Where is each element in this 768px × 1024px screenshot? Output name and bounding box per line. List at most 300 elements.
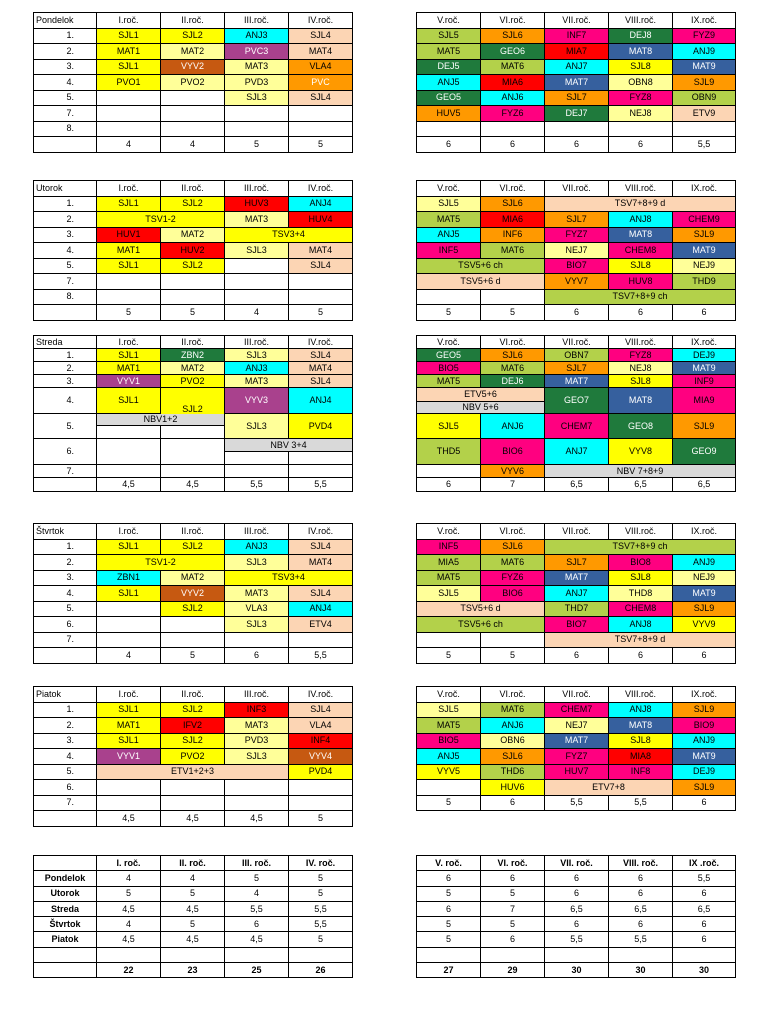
table-cell: 5 xyxy=(161,917,225,932)
empty-cell xyxy=(289,465,353,478)
lesson-cell: INF6 xyxy=(481,228,545,244)
lesson-cell: SJL7 xyxy=(545,555,609,571)
lesson-cell: DEJ9 xyxy=(673,349,736,362)
lesson-cell: MAT2 xyxy=(161,44,225,60)
lesson-cell: SJL5 xyxy=(417,703,481,719)
lesson-cell: ANJ7 xyxy=(545,439,609,465)
lesson-cell: SJL5 xyxy=(417,29,481,45)
table-cell: 4,5 xyxy=(161,902,225,917)
column-header: IV.roč. xyxy=(289,13,353,29)
lesson-cell: DEJ8 xyxy=(609,29,673,45)
lesson-cell: DEJ5 xyxy=(417,60,481,76)
table-cell: 6 xyxy=(481,871,545,886)
table-cell: 25 xyxy=(225,963,289,978)
lesson-cell: SJL4 xyxy=(289,259,353,275)
table-cell: 4 xyxy=(97,648,161,664)
table-cell: 6 xyxy=(481,932,545,947)
period-number: 5. xyxy=(34,765,97,781)
lesson-cell: SJL4 xyxy=(289,586,353,602)
lesson-cell-merged: NBV 3+4 xyxy=(225,439,353,452)
lesson-cell: ANJ6 xyxy=(481,718,545,734)
lesson-cell: CHEM7 xyxy=(545,414,609,439)
lesson-cell: FYZ8 xyxy=(609,349,673,362)
empty-cell xyxy=(161,780,225,796)
table-cell: 5 xyxy=(289,887,353,902)
lesson-cell: MIA7 xyxy=(545,44,609,60)
period-number: 1. xyxy=(34,540,97,556)
table-cell: 6 xyxy=(545,887,609,902)
lesson-cell: ANJ3 xyxy=(225,362,289,375)
column-header: II.roč. xyxy=(161,524,225,540)
lesson-cell: FYZ6 xyxy=(481,571,545,587)
period-number: 2. xyxy=(34,212,97,228)
period-number: 5. xyxy=(34,91,97,107)
lesson-cell: ANJ9 xyxy=(673,734,736,750)
empty-cell xyxy=(289,796,353,812)
empty-cell xyxy=(161,274,225,290)
column-header: II.roč. xyxy=(161,181,225,197)
lesson-cell: INF4 xyxy=(289,734,353,750)
empty-cell xyxy=(97,633,161,649)
column-header: I.roč. xyxy=(97,336,161,349)
thursday-classes-1-4 xyxy=(33,523,353,664)
empty-cell xyxy=(97,602,161,618)
column-header: III.roč. xyxy=(225,524,289,540)
monday-classes-5-9 xyxy=(416,12,736,153)
empty-cell xyxy=(161,290,225,306)
column-header: VII.roč. xyxy=(545,181,609,197)
lesson-cell: INF7 xyxy=(545,29,609,45)
column-header xyxy=(34,856,97,871)
table-cell: 6 xyxy=(673,648,736,664)
lesson-cell: MAT7 xyxy=(545,734,609,750)
column-header: Pondelok xyxy=(34,13,97,29)
monday-classes-1-4 xyxy=(33,12,353,153)
table-cell: 4 xyxy=(97,917,161,932)
lesson-cell: MAT2 xyxy=(161,571,225,587)
table-cell: 4,5 xyxy=(97,932,161,947)
lesson-cell: SJL9 xyxy=(673,780,736,796)
lesson-cell: NEJ9 xyxy=(673,571,736,587)
column-header: VII.roč. xyxy=(545,524,609,540)
table-cell: 6 xyxy=(609,305,673,321)
table-cell: 5,5 xyxy=(289,648,353,664)
empty-cell xyxy=(289,633,353,649)
lesson-cell: THD7 xyxy=(545,602,609,618)
lesson-cell: MAT1 xyxy=(97,243,161,259)
empty-cell xyxy=(417,465,481,478)
total-hours: 6,5 xyxy=(609,478,673,492)
column-header: VIII.roč. xyxy=(609,181,673,197)
lesson-cell-merged: NBV1+2 xyxy=(97,414,225,426)
table-cell: 6 xyxy=(673,796,736,812)
empty-cell xyxy=(34,305,97,321)
table-cell: 30 xyxy=(609,963,673,978)
lesson-cell: SJL9 xyxy=(673,602,736,618)
lesson-cell: VYV8 xyxy=(609,439,673,465)
lesson-cell: MIA6 xyxy=(481,212,545,228)
lesson-cell: CHEM9 xyxy=(673,212,736,228)
empty-cell xyxy=(97,780,161,796)
lesson-cell: PVO2 xyxy=(161,749,225,765)
lesson-cell: PVD3 xyxy=(225,734,289,750)
column-header: VIII.roč. xyxy=(609,336,673,349)
lesson-cell: NEJ7 xyxy=(545,718,609,734)
lesson-cell: SJL4 xyxy=(289,540,353,556)
empty-cell xyxy=(225,274,289,290)
lesson-cell: DEJ6 xyxy=(481,375,545,388)
lesson-cell: MIA8 xyxy=(609,749,673,765)
table-cell: 5,5 xyxy=(609,796,673,812)
table-cell: 4,5 xyxy=(161,932,225,947)
period-number: 1. xyxy=(34,29,97,45)
lesson-cell: MAT5 xyxy=(417,718,481,734)
empty-cell xyxy=(97,465,161,478)
empty-cell xyxy=(97,290,161,306)
table-cell: 5 xyxy=(289,932,353,947)
lesson-cell-merged: ETV7+8 xyxy=(545,780,673,796)
wednesday-classes-5-9 xyxy=(416,335,736,492)
table-cell: 6 xyxy=(417,871,481,886)
lesson-cell: VYV7 xyxy=(545,274,609,290)
lesson-cell: MIA5 xyxy=(417,555,481,571)
lesson-cell-merged: TSV1-2 xyxy=(97,555,225,571)
empty-cell xyxy=(289,780,353,796)
column-header: II. roč. xyxy=(161,856,225,871)
lesson-cell: MAT4 xyxy=(289,243,353,259)
lesson-cell: ANJ7 xyxy=(545,586,609,602)
empty-cell xyxy=(97,91,161,107)
table-cell: 5 xyxy=(481,887,545,902)
lesson-cell: PVO1 xyxy=(97,75,161,91)
column-header: VII.roč. xyxy=(545,336,609,349)
lesson-cell: CHEM8 xyxy=(609,243,673,259)
lesson-cell: ANJ9 xyxy=(673,44,736,60)
lesson-cell: SJL1 xyxy=(97,734,161,750)
lesson-cell: ANJ4 xyxy=(289,197,353,213)
lesson-cell: SJL4 xyxy=(289,91,353,107)
table-cell: 6 xyxy=(545,137,609,153)
lesson-cell: MAT1 xyxy=(97,44,161,60)
table-cell: Utorok xyxy=(34,887,97,902)
lesson-cell: SJL4 xyxy=(289,703,353,719)
lesson-cell: THD8 xyxy=(609,586,673,602)
lesson-cell: ANJ8 xyxy=(609,703,673,719)
lesson-cell: MAT4 xyxy=(289,555,353,571)
empty-cell xyxy=(289,274,353,290)
column-header: III.roč. xyxy=(225,687,289,703)
table-cell: 6 xyxy=(417,902,481,917)
column-header: V.roč. xyxy=(417,13,481,29)
lesson-cell: PVC3 xyxy=(225,44,289,60)
table-cell: 4,5 xyxy=(97,902,161,917)
column-header: IX.roč. xyxy=(673,336,736,349)
empty-cell xyxy=(481,948,545,963)
empty-cell xyxy=(34,478,97,492)
lesson-cell: FYZ8 xyxy=(609,91,673,107)
empty-cell xyxy=(225,948,289,963)
lesson-cell: SJL6 xyxy=(481,197,545,213)
lesson-cell-merged: TSV3+4 xyxy=(225,571,353,587)
table-cell: 4 xyxy=(161,871,225,886)
lesson-cell: MAT7 xyxy=(545,75,609,91)
lesson-cell: OBN6 xyxy=(481,734,545,750)
lesson-cell: SJL8 xyxy=(609,734,673,750)
lesson-cell: MAT3 xyxy=(225,586,289,602)
column-header: I.roč. xyxy=(97,13,161,29)
lesson-cell: PVC xyxy=(289,75,353,91)
empty-cell xyxy=(417,290,481,306)
total-hours: 6,5 xyxy=(673,478,736,492)
table-cell: 5 xyxy=(161,887,225,902)
empty-cell xyxy=(481,290,545,306)
period-number: 2. xyxy=(34,362,97,375)
lesson-cell: HUV1 xyxy=(97,228,161,244)
period-number: 5. xyxy=(34,259,97,275)
table-cell: 5,5 xyxy=(545,796,609,812)
lesson-cell: SJL2 xyxy=(161,703,225,719)
lesson-cell: OBN8 xyxy=(609,75,673,91)
table-cell: 4,5 xyxy=(97,811,161,827)
period-number: 7. xyxy=(34,633,97,649)
lesson-cell: MAT6 xyxy=(481,703,545,719)
lesson-cell-merged: NBV 7+8+9 xyxy=(545,465,736,478)
period-number: 1. xyxy=(34,197,97,213)
lesson-cell-merged: TSV3+4 xyxy=(225,228,353,244)
lesson-cell: ZBN2 xyxy=(161,349,225,362)
empty-cell xyxy=(481,633,545,649)
lesson-cell: VYV3 xyxy=(225,388,289,414)
empty-cell xyxy=(225,106,289,122)
lesson-cell: VYV2 xyxy=(161,586,225,602)
column-header: I.roč. xyxy=(97,687,161,703)
table-cell: 6 xyxy=(673,887,736,902)
table-cell: 6 xyxy=(225,648,289,664)
lesson-cell: ANJ9 xyxy=(673,555,736,571)
lesson-cell: ANJ7 xyxy=(545,60,609,76)
table-cell: 6 xyxy=(545,917,609,932)
empty-cell xyxy=(289,106,353,122)
table-cell: 5 xyxy=(289,305,353,321)
lesson-cell: GEO5 xyxy=(417,91,481,107)
lesson-cell: SJL1 xyxy=(97,349,161,362)
table-cell: 6 xyxy=(673,917,736,932)
lesson-cell: SJL3 xyxy=(225,617,289,633)
table-cell: 5,5 xyxy=(289,902,353,917)
period-number: 7. xyxy=(34,274,97,290)
lesson-cell: BIO9 xyxy=(673,718,736,734)
lesson-cell: ANJ8 xyxy=(609,212,673,228)
lesson-cell-merged: TSV5+6 ch xyxy=(417,259,545,275)
lesson-cell: ANJ3 xyxy=(225,29,289,45)
lesson-cell: GEO8 xyxy=(609,414,673,439)
lesson-cell: MAT4 xyxy=(289,44,353,60)
table-cell: 5,5 xyxy=(289,917,353,932)
lesson-cell: SJL1 xyxy=(97,703,161,719)
summary-classes-1-4 xyxy=(33,855,353,978)
column-header: VI.roč. xyxy=(481,687,545,703)
table-cell: 5 xyxy=(417,648,481,664)
column-header: Utorok xyxy=(34,181,97,197)
empty-cell xyxy=(34,137,97,153)
period-number: 7. xyxy=(34,465,97,478)
lesson-cell: SJL8 xyxy=(609,60,673,76)
table-cell: 5 xyxy=(225,137,289,153)
table-cell: Pondelok xyxy=(34,871,97,886)
lesson-cell: SJL1 xyxy=(97,197,161,213)
lesson-cell: NEJ9 xyxy=(673,259,736,275)
column-header: VI.roč. xyxy=(481,13,545,29)
table-cell: 5 xyxy=(289,137,353,153)
lesson-cell: SJL1 xyxy=(97,29,161,45)
lesson-cell: OBN7 xyxy=(545,349,609,362)
column-header: IV.roč. xyxy=(289,181,353,197)
lesson-cell: MAT1 xyxy=(97,718,161,734)
table-cell: 6 xyxy=(225,917,289,932)
table-cell: 5 xyxy=(161,648,225,664)
column-header: VII.roč. xyxy=(545,687,609,703)
table-cell: 4,5 xyxy=(161,811,225,827)
empty-cell xyxy=(34,963,97,978)
empty-cell xyxy=(97,274,161,290)
total-hours: 5,5 xyxy=(289,478,353,492)
table-cell: 5 xyxy=(417,796,481,812)
lesson-cell: ETV9 xyxy=(673,106,736,122)
table-cell: 5 xyxy=(289,871,353,886)
lesson-cell: ZBN1 xyxy=(97,571,161,587)
period-number: 7. xyxy=(34,106,97,122)
table-cell: 6 xyxy=(609,917,673,932)
lesson-cell: ANJ4 xyxy=(289,602,353,618)
lesson-cell: ANJ5 xyxy=(417,749,481,765)
column-header: VII.roč. xyxy=(545,13,609,29)
lesson-cell: BIO5 xyxy=(417,362,481,375)
period-number: 4. xyxy=(34,243,97,259)
table-cell: 6,5 xyxy=(609,902,673,917)
table-cell: 6 xyxy=(545,648,609,664)
column-header: VI.roč. xyxy=(481,524,545,540)
column-header: VI.roč. xyxy=(481,181,545,197)
lesson-cell: MAT6 xyxy=(481,362,545,375)
table-cell: 23 xyxy=(161,963,225,978)
empty-cell xyxy=(97,617,161,633)
empty-cell xyxy=(225,796,289,812)
lesson-cell: ANJ5 xyxy=(417,228,481,244)
lesson-cell: MAT2 xyxy=(161,228,225,244)
lesson-cell: SJL2 xyxy=(161,734,225,750)
lesson-cell: INF8 xyxy=(609,765,673,781)
empty-cell xyxy=(545,122,609,138)
table-cell: 5 xyxy=(481,648,545,664)
lesson-cell: MAT6 xyxy=(481,60,545,76)
table-cell: 6 xyxy=(609,648,673,664)
period-number: 2. xyxy=(34,718,97,734)
lesson-cell: HUV7 xyxy=(545,765,609,781)
lesson-cell: MAT5 xyxy=(417,571,481,587)
lesson-cell: HUV6 xyxy=(481,780,545,796)
column-header: Piatok xyxy=(34,687,97,703)
period-number: 3. xyxy=(34,60,97,76)
period-number: 6. xyxy=(34,780,97,796)
lesson-cell: SJL4 xyxy=(289,29,353,45)
lesson-cell: MAT8 xyxy=(609,228,673,244)
empty-cell xyxy=(161,617,225,633)
summary-classes-5-9 xyxy=(416,855,736,978)
column-header: IV. roč. xyxy=(289,856,353,871)
period-number: 2. xyxy=(34,555,97,571)
lesson-cell: MAT8 xyxy=(609,718,673,734)
table-cell: 6,5 xyxy=(673,902,736,917)
period-number: 3. xyxy=(34,228,97,244)
lesson-cell: CHEM7 xyxy=(545,703,609,719)
total-hours: 4,5 xyxy=(97,478,161,492)
column-header: VIII.roč. xyxy=(609,524,673,540)
lesson-cell: SJL4 xyxy=(289,349,353,362)
column-header: II.roč. xyxy=(161,13,225,29)
lesson-cell: MAT6 xyxy=(481,555,545,571)
lesson-cell-merged: ETV1+2+3 xyxy=(97,765,289,781)
lesson-cell: MAT5 xyxy=(417,44,481,60)
lesson-cell: SJL8 xyxy=(609,375,673,388)
lesson-cell-merged: TSV7+8+9 ch xyxy=(545,540,736,556)
tuesday-classes-5-9 xyxy=(416,180,736,321)
lesson-cell: SJL5 xyxy=(417,197,481,213)
column-header: Štvrtok xyxy=(34,524,97,540)
lesson-cell-merged: TSV5+6 d xyxy=(417,274,545,290)
empty-cell xyxy=(609,948,673,963)
lesson-cell xyxy=(417,780,481,796)
period-number: 8. xyxy=(34,290,97,306)
table-cell: Piatok xyxy=(34,932,97,947)
column-header: II.roč. xyxy=(161,336,225,349)
empty-cell xyxy=(609,122,673,138)
lesson-cell: SJL9 xyxy=(673,414,736,439)
lesson-cell: SJL9 xyxy=(673,75,736,91)
period-number: 5. xyxy=(34,414,97,439)
period-number: 4. xyxy=(34,75,97,91)
lesson-cell: SJL3 xyxy=(225,414,289,439)
column-header: IV.roč. xyxy=(289,524,353,540)
empty-cell xyxy=(161,948,225,963)
table-cell: 6 xyxy=(545,305,609,321)
lesson-cell: MAT4 xyxy=(289,362,353,375)
table-cell: 6 xyxy=(417,137,481,153)
table-cell: 6 xyxy=(609,887,673,902)
lesson-cell: INF5 xyxy=(417,243,481,259)
total-hours: 6 xyxy=(417,478,481,492)
empty-cell xyxy=(97,796,161,812)
table-cell: 4 xyxy=(161,137,225,153)
lesson-cell: PVO2 xyxy=(161,75,225,91)
lesson-cell: VYV5 xyxy=(417,765,481,781)
friday-classes-5-9 xyxy=(416,686,736,811)
lesson-cell-merged: NBV 5+6 xyxy=(417,402,545,414)
lesson-cell: MAT9 xyxy=(673,586,736,602)
period-number: 4. xyxy=(34,388,97,414)
table-cell: 6,5 xyxy=(545,902,609,917)
lesson-cell: SJL3 xyxy=(225,749,289,765)
table-cell: 5 xyxy=(161,305,225,321)
table-cell: Štvrtok xyxy=(34,917,97,932)
lesson-cell: SJL4 xyxy=(289,375,353,388)
period-number: 6. xyxy=(34,617,97,633)
period-number: 5. xyxy=(34,602,97,618)
period-number: 1. xyxy=(34,349,97,362)
lesson-cell: SJL7 xyxy=(545,362,609,375)
column-header: VI. roč. xyxy=(481,856,545,871)
lesson-cell: SJL1 xyxy=(97,586,161,602)
empty-cell xyxy=(545,948,609,963)
